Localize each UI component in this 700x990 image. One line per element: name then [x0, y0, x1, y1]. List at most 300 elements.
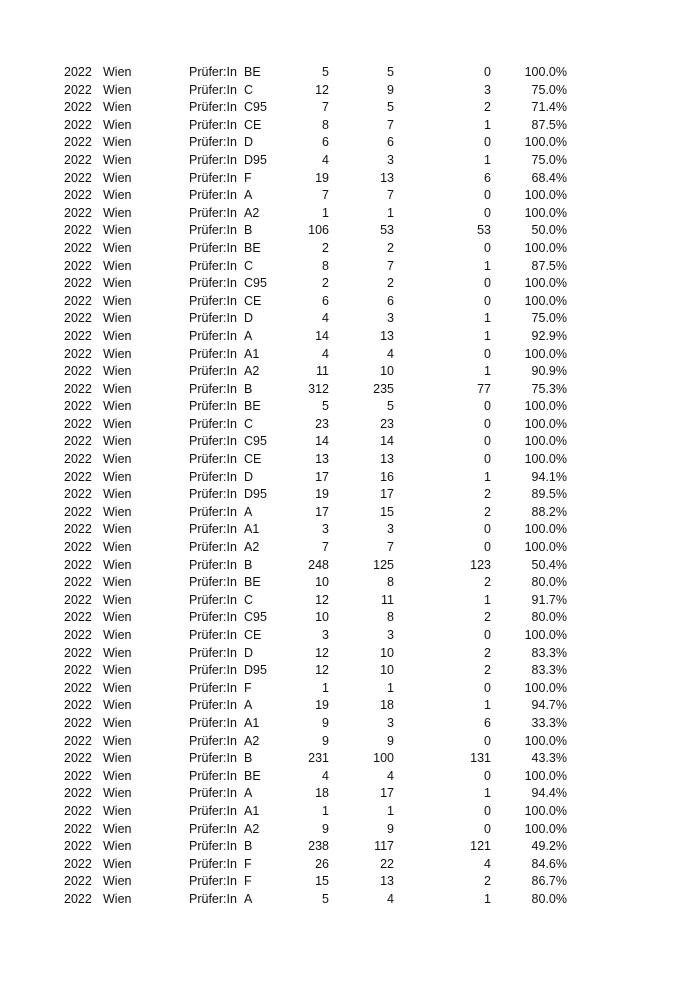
total-count-cell: 26	[315, 856, 329, 871]
license-class-cell: C	[244, 592, 254, 607]
pass-rate-cell: 94.4%	[531, 786, 567, 801]
license-class-cell: A1	[244, 803, 260, 818]
pass-rate-cell: 75.0%	[531, 82, 567, 97]
license-class-cell: D95	[244, 152, 267, 167]
total-count-cell: 19	[315, 170, 329, 185]
pass-rate-cell: 80.0%	[531, 891, 567, 906]
failed-count-cell: 1	[484, 891, 491, 906]
role-cell: Prüfer:In	[189, 293, 237, 308]
year-cell: 2022	[64, 733, 92, 748]
total-count-cell: 106	[308, 223, 329, 238]
license-class-cell: C95	[244, 434, 267, 449]
license-class-cell: C95	[244, 100, 267, 115]
pass-rate-cell: 87.5%	[531, 117, 567, 132]
region-cell: Wien	[103, 874, 132, 889]
region-cell: Wien	[103, 628, 132, 642]
year-cell: 2022	[64, 416, 92, 431]
passed-count-cell: 15	[380, 504, 394, 519]
license-class-cell: D95	[244, 663, 267, 678]
passed-count-cell: 10	[380, 663, 394, 678]
region-cell: Wien	[103, 663, 132, 678]
passed-count-cell: 17	[380, 786, 394, 801]
table-row	[0, 416, 700, 434]
pass-rate-cell: 100.0%	[524, 540, 567, 555]
pass-rate-cell: 100.0%	[524, 65, 567, 79]
failed-count-cell: 2	[484, 610, 491, 625]
failed-count-cell: 123	[470, 557, 491, 572]
passed-count-cell: 7	[387, 540, 394, 555]
passed-count-cell: 23	[380, 416, 394, 431]
pass-rate-cell: 94.7%	[531, 698, 567, 713]
failed-count-cell: 0	[484, 803, 491, 818]
region-cell: Wien	[103, 188, 132, 203]
pass-rate-cell: 100.0%	[524, 240, 567, 255]
region-cell: Wien	[103, 733, 132, 748]
role-cell: Prüfer:In	[189, 874, 237, 889]
total-count-cell: 6	[322, 293, 329, 308]
license-class-cell: B	[244, 557, 253, 572]
year-cell: 2022	[64, 680, 92, 695]
year-cell: 2022	[64, 839, 92, 854]
passed-count-cell: 10	[380, 645, 394, 660]
failed-count-cell: 1	[484, 258, 491, 273]
role-cell: Prüfer:In	[189, 592, 237, 607]
table-row	[0, 381, 700, 399]
year-cell: 2022	[64, 786, 92, 801]
table-row	[0, 469, 700, 487]
pass-rate-cell: 87.5%	[531, 258, 567, 273]
passed-count-cell: 7	[387, 258, 394, 273]
year-cell: 2022	[64, 698, 92, 713]
pass-rate-cell: 100.0%	[524, 188, 567, 203]
failed-count-cell: 0	[484, 540, 491, 555]
failed-count-cell: 121	[470, 839, 491, 854]
table-row	[0, 398, 700, 416]
pass-rate-cell: 92.9%	[531, 328, 567, 343]
year-cell: 2022	[64, 205, 92, 220]
region-cell: Wien	[103, 346, 132, 361]
license-class-cell: BE	[244, 240, 261, 255]
pass-rate-cell: 50.0%	[531, 223, 567, 238]
license-class-cell: A2	[244, 540, 260, 555]
pass-rate-cell: 83.3%	[531, 645, 567, 660]
passed-count-cell: 7	[387, 117, 394, 132]
total-count-cell: 9	[322, 715, 329, 730]
total-count-cell: 9	[322, 821, 329, 836]
region-cell: Wien	[103, 364, 132, 379]
region-cell: Wien	[103, 434, 132, 449]
total-count-cell: 7	[322, 188, 329, 203]
failed-count-cell: 1	[484, 469, 491, 484]
failed-count-cell: 2	[484, 645, 491, 660]
license-class-cell: CE	[244, 452, 262, 467]
year-cell: 2022	[64, 768, 92, 783]
pass-rate-cell: 80.0%	[531, 575, 567, 590]
pass-rate-cell: 100.0%	[524, 346, 567, 361]
license-class-cell: F	[244, 856, 252, 871]
pass-rate-cell: 80.0%	[531, 610, 567, 625]
pass-rate-cell: 91.7%	[531, 592, 567, 607]
role-cell: Prüfer:In	[189, 504, 237, 519]
failed-count-cell: 0	[484, 434, 491, 449]
year-cell: 2022	[64, 487, 92, 502]
table-row	[0, 733, 700, 751]
region-cell: Wien	[103, 276, 132, 291]
pass-rate-cell: 100.0%	[524, 452, 567, 467]
pass-rate-cell: 94.1%	[531, 469, 567, 484]
total-count-cell: 3	[322, 522, 329, 537]
passed-count-cell: 14	[380, 434, 394, 449]
year-cell: 2022	[64, 645, 92, 660]
license-class-cell: A	[244, 188, 253, 203]
region-cell: Wien	[103, 205, 132, 220]
region-cell: Wien	[103, 891, 132, 906]
role-cell: Prüfer:In	[189, 276, 237, 291]
pass-rate-cell: 100.0%	[524, 205, 567, 220]
failed-count-cell: 1	[484, 786, 491, 801]
region-cell: Wien	[103, 240, 132, 255]
license-class-cell: D	[244, 135, 254, 150]
year-cell: 2022	[64, 628, 92, 642]
role-cell: Prüfer:In	[189, 240, 237, 255]
year-cell: 2022	[64, 293, 92, 308]
total-count-cell: 3	[322, 628, 329, 642]
year-cell: 2022	[64, 65, 92, 79]
passed-count-cell: 1	[387, 680, 394, 695]
total-count-cell: 7	[322, 540, 329, 555]
failed-count-cell: 2	[484, 100, 491, 115]
passed-count-cell: 1	[387, 803, 394, 818]
pass-rate-cell: 84.6%	[531, 856, 567, 871]
failed-count-cell: 1	[484, 311, 491, 326]
region-cell: Wien	[103, 469, 132, 484]
year-cell: 2022	[64, 715, 92, 730]
table-row	[0, 891, 700, 909]
role-cell: Prüfer:In	[189, 786, 237, 801]
pass-rate-cell: 100.0%	[524, 733, 567, 748]
license-class-cell: D	[244, 469, 254, 484]
table-row	[0, 328, 700, 346]
region-cell: Wien	[103, 65, 132, 79]
failed-count-cell: 0	[484, 821, 491, 836]
pass-rate-cell: 49.2%	[531, 839, 567, 854]
region-cell: Wien	[103, 258, 132, 273]
table-row	[0, 838, 700, 856]
passed-count-cell: 6	[387, 135, 394, 150]
total-count-cell: 13	[315, 452, 329, 467]
table-row	[0, 152, 700, 170]
failed-count-cell: 0	[484, 188, 491, 203]
failed-count-cell: 131	[470, 751, 491, 766]
failed-count-cell: 1	[484, 152, 491, 167]
license-class-cell: BE	[244, 768, 261, 783]
failed-count-cell: 0	[484, 768, 491, 783]
license-class-cell: A	[244, 891, 253, 906]
license-class-cell: B	[244, 839, 253, 854]
table-row	[0, 873, 700, 891]
pass-rate-cell: 100.0%	[524, 135, 567, 150]
total-count-cell: 4	[322, 152, 329, 167]
passed-count-cell: 13	[380, 328, 394, 343]
failed-count-cell: 0	[484, 240, 491, 255]
total-count-cell: 12	[315, 82, 329, 97]
passed-count-cell: 9	[387, 82, 394, 97]
region-cell: Wien	[103, 715, 132, 730]
passed-count-cell: 3	[387, 152, 394, 167]
table-row	[0, 645, 700, 663]
pass-rate-cell: 89.5%	[531, 487, 567, 502]
failed-count-cell: 77	[477, 381, 491, 396]
region-cell: Wien	[103, 293, 132, 308]
failed-count-cell: 1	[484, 364, 491, 379]
license-class-cell: C	[244, 82, 254, 97]
passed-count-cell: 5	[387, 399, 394, 414]
role-cell: Prüfer:In	[189, 821, 237, 836]
table-row	[0, 205, 700, 223]
year-cell: 2022	[64, 276, 92, 291]
license-class-cell: A1	[244, 522, 260, 537]
role-cell: Prüfer:In	[189, 223, 237, 238]
failed-count-cell: 2	[484, 874, 491, 889]
passed-count-cell: 18	[380, 698, 394, 713]
region-cell: Wien	[103, 117, 132, 132]
role-cell: Prüfer:In	[189, 364, 237, 379]
year-cell: 2022	[64, 152, 92, 167]
pass-rate-cell: 83.3%	[531, 663, 567, 678]
pass-rate-cell: 100.0%	[524, 276, 567, 291]
table-row	[0, 539, 700, 557]
license-class-cell: A2	[244, 205, 260, 220]
year-cell: 2022	[64, 575, 92, 590]
table-row	[0, 785, 700, 803]
total-count-cell: 12	[315, 645, 329, 660]
passed-count-cell: 13	[380, 170, 394, 185]
year-cell: 2022	[64, 592, 92, 607]
year-cell: 2022	[64, 135, 92, 150]
region-cell: Wien	[103, 557, 132, 572]
total-count-cell: 5	[322, 891, 329, 906]
year-cell: 2022	[64, 100, 92, 115]
region-cell: Wien	[103, 680, 132, 695]
failed-count-cell: 0	[484, 135, 491, 150]
total-count-cell: 231	[308, 751, 329, 766]
role-cell: Prüfer:In	[189, 680, 237, 695]
year-cell: 2022	[64, 240, 92, 255]
table-row	[0, 275, 700, 293]
region-cell: Wien	[103, 768, 132, 783]
passed-count-cell: 125	[373, 557, 394, 572]
license-class-cell: BE	[244, 65, 261, 79]
role-cell: Prüfer:In	[189, 65, 237, 79]
license-class-cell: B	[244, 381, 253, 396]
failed-count-cell: 1	[484, 328, 491, 343]
table-row	[0, 521, 700, 539]
year-cell: 2022	[64, 821, 92, 836]
region-cell: Wien	[103, 328, 132, 343]
role-cell: Prüfer:In	[189, 434, 237, 449]
pass-rate-cell: 100.0%	[524, 293, 567, 308]
license-class-cell: BE	[244, 575, 261, 590]
year-cell: 2022	[64, 434, 92, 449]
year-cell: 2022	[64, 803, 92, 818]
failed-count-cell: 1	[484, 698, 491, 713]
passed-count-cell: 3	[387, 311, 394, 326]
table-row	[0, 715, 700, 733]
role-cell: Prüfer:In	[189, 381, 237, 396]
license-class-cell: A	[244, 698, 253, 713]
region-cell: Wien	[103, 311, 132, 326]
table-row	[0, 750, 700, 768]
license-class-cell: A2	[244, 364, 260, 379]
region-cell: Wien	[103, 152, 132, 167]
table-row	[0, 662, 700, 680]
year-cell: 2022	[64, 452, 92, 467]
region-cell: Wien	[103, 82, 132, 97]
license-class-cell: CE	[244, 628, 262, 642]
license-class-cell: C95	[244, 610, 267, 625]
year-cell: 2022	[64, 117, 92, 132]
table-row	[0, 627, 700, 645]
failed-count-cell: 1	[484, 117, 491, 132]
total-count-cell: 12	[315, 592, 329, 607]
license-class-cell: A	[244, 786, 253, 801]
year-cell: 2022	[64, 557, 92, 572]
failed-count-cell: 4	[484, 856, 491, 871]
failed-count-cell: 0	[484, 276, 491, 291]
year-cell: 2022	[64, 856, 92, 871]
license-class-cell: A	[244, 328, 253, 343]
year-cell: 2022	[64, 399, 92, 414]
role-cell: Prüfer:In	[189, 891, 237, 906]
role-cell: Prüfer:In	[189, 522, 237, 537]
role-cell: Prüfer:In	[189, 839, 237, 854]
pass-rate-cell: 50.4%	[531, 557, 567, 572]
total-count-cell: 238	[308, 839, 329, 854]
passed-count-cell: 5	[387, 65, 394, 79]
passed-count-cell: 13	[380, 452, 394, 467]
passed-count-cell: 22	[380, 856, 394, 871]
table-row	[0, 258, 700, 276]
passed-count-cell: 4	[387, 346, 394, 361]
license-class-cell: F	[244, 170, 252, 185]
total-count-cell: 19	[315, 698, 329, 713]
failed-count-cell: 0	[484, 346, 491, 361]
pass-rate-cell: 100.0%	[524, 680, 567, 695]
table-row	[0, 433, 700, 451]
passed-count-cell: 117	[374, 839, 394, 854]
region-cell: Wien	[103, 786, 132, 801]
total-count-cell: 4	[322, 346, 329, 361]
total-count-cell: 8	[322, 117, 329, 132]
table-row	[0, 240, 700, 258]
region-cell: Wien	[103, 592, 132, 607]
license-class-cell: A1	[244, 346, 260, 361]
passed-count-cell: 3	[387, 522, 394, 537]
pass-rate-cell: 90.9%	[531, 364, 567, 379]
license-class-cell: C95	[244, 276, 267, 291]
passed-count-cell: 235	[373, 381, 394, 396]
role-cell: Prüfer:In	[189, 575, 237, 590]
table-row	[0, 557, 700, 575]
year-cell: 2022	[64, 328, 92, 343]
pass-rate-cell: 86.7%	[531, 874, 567, 889]
role-cell: Prüfer:In	[189, 768, 237, 783]
table-row	[0, 803, 700, 821]
role-cell: Prüfer:In	[189, 715, 237, 730]
failed-count-cell: 1	[484, 592, 491, 607]
passed-count-cell: 2	[387, 276, 394, 291]
table-row	[0, 697, 700, 715]
total-count-cell: 9	[322, 733, 329, 748]
passed-count-cell: 9	[387, 733, 394, 748]
region-cell: Wien	[103, 504, 132, 519]
table-row	[0, 64, 700, 82]
year-cell: 2022	[64, 469, 92, 484]
passed-count-cell: 1	[387, 205, 394, 220]
passed-count-cell: 13	[380, 874, 394, 889]
pass-rate-cell: 100.0%	[524, 821, 567, 836]
table-row	[0, 293, 700, 311]
license-class-cell: A1	[244, 715, 260, 730]
region-cell: Wien	[103, 135, 132, 150]
role-cell: Prüfer:In	[189, 117, 237, 132]
pass-rate-cell: 75.0%	[531, 152, 567, 167]
passed-count-cell: 100	[373, 751, 394, 766]
role-cell: Prüfer:In	[189, 328, 237, 343]
region-cell: Wien	[103, 452, 132, 467]
failed-count-cell: 2	[484, 575, 491, 590]
passed-count-cell: 11	[381, 592, 394, 607]
region-cell: Wien	[103, 170, 132, 185]
region-cell: Wien	[103, 839, 132, 854]
total-count-cell: 14	[315, 434, 329, 449]
table-row	[0, 768, 700, 786]
pass-rate-cell: 71.4%	[531, 100, 567, 115]
total-count-cell: 10	[315, 575, 329, 590]
failed-count-cell: 0	[484, 628, 491, 642]
failed-count-cell: 0	[484, 733, 491, 748]
pass-rate-cell: 100.0%	[524, 768, 567, 783]
failed-count-cell: 0	[484, 452, 491, 467]
year-cell: 2022	[64, 522, 92, 537]
role-cell: Prüfer:In	[189, 258, 237, 273]
failed-count-cell: 2	[484, 487, 491, 502]
license-class-cell: C	[244, 258, 254, 273]
total-count-cell: 8	[322, 258, 329, 273]
region-cell: Wien	[103, 645, 132, 660]
year-cell: 2022	[64, 663, 92, 678]
role-cell: Prüfer:In	[189, 452, 237, 467]
table-row	[0, 82, 700, 100]
passed-count-cell: 3	[387, 628, 394, 642]
role-cell: Prüfer:In	[189, 399, 237, 414]
table-row	[0, 609, 700, 627]
year-cell: 2022	[64, 751, 92, 766]
role-cell: Prüfer:In	[189, 628, 237, 642]
pass-rate-cell: 68.4%	[531, 170, 567, 185]
region-cell: Wien	[103, 803, 132, 818]
role-cell: Prüfer:In	[189, 803, 237, 818]
license-class-cell: B	[244, 751, 253, 766]
total-count-cell: 248	[308, 557, 329, 572]
region-cell: Wien	[103, 856, 132, 871]
role-cell: Prüfer:In	[189, 346, 237, 361]
data-table	[0, 64, 700, 909]
year-cell: 2022	[64, 311, 92, 326]
table-row	[0, 310, 700, 328]
year-cell: 2022	[64, 610, 92, 625]
license-class-cell: CE	[244, 293, 262, 308]
